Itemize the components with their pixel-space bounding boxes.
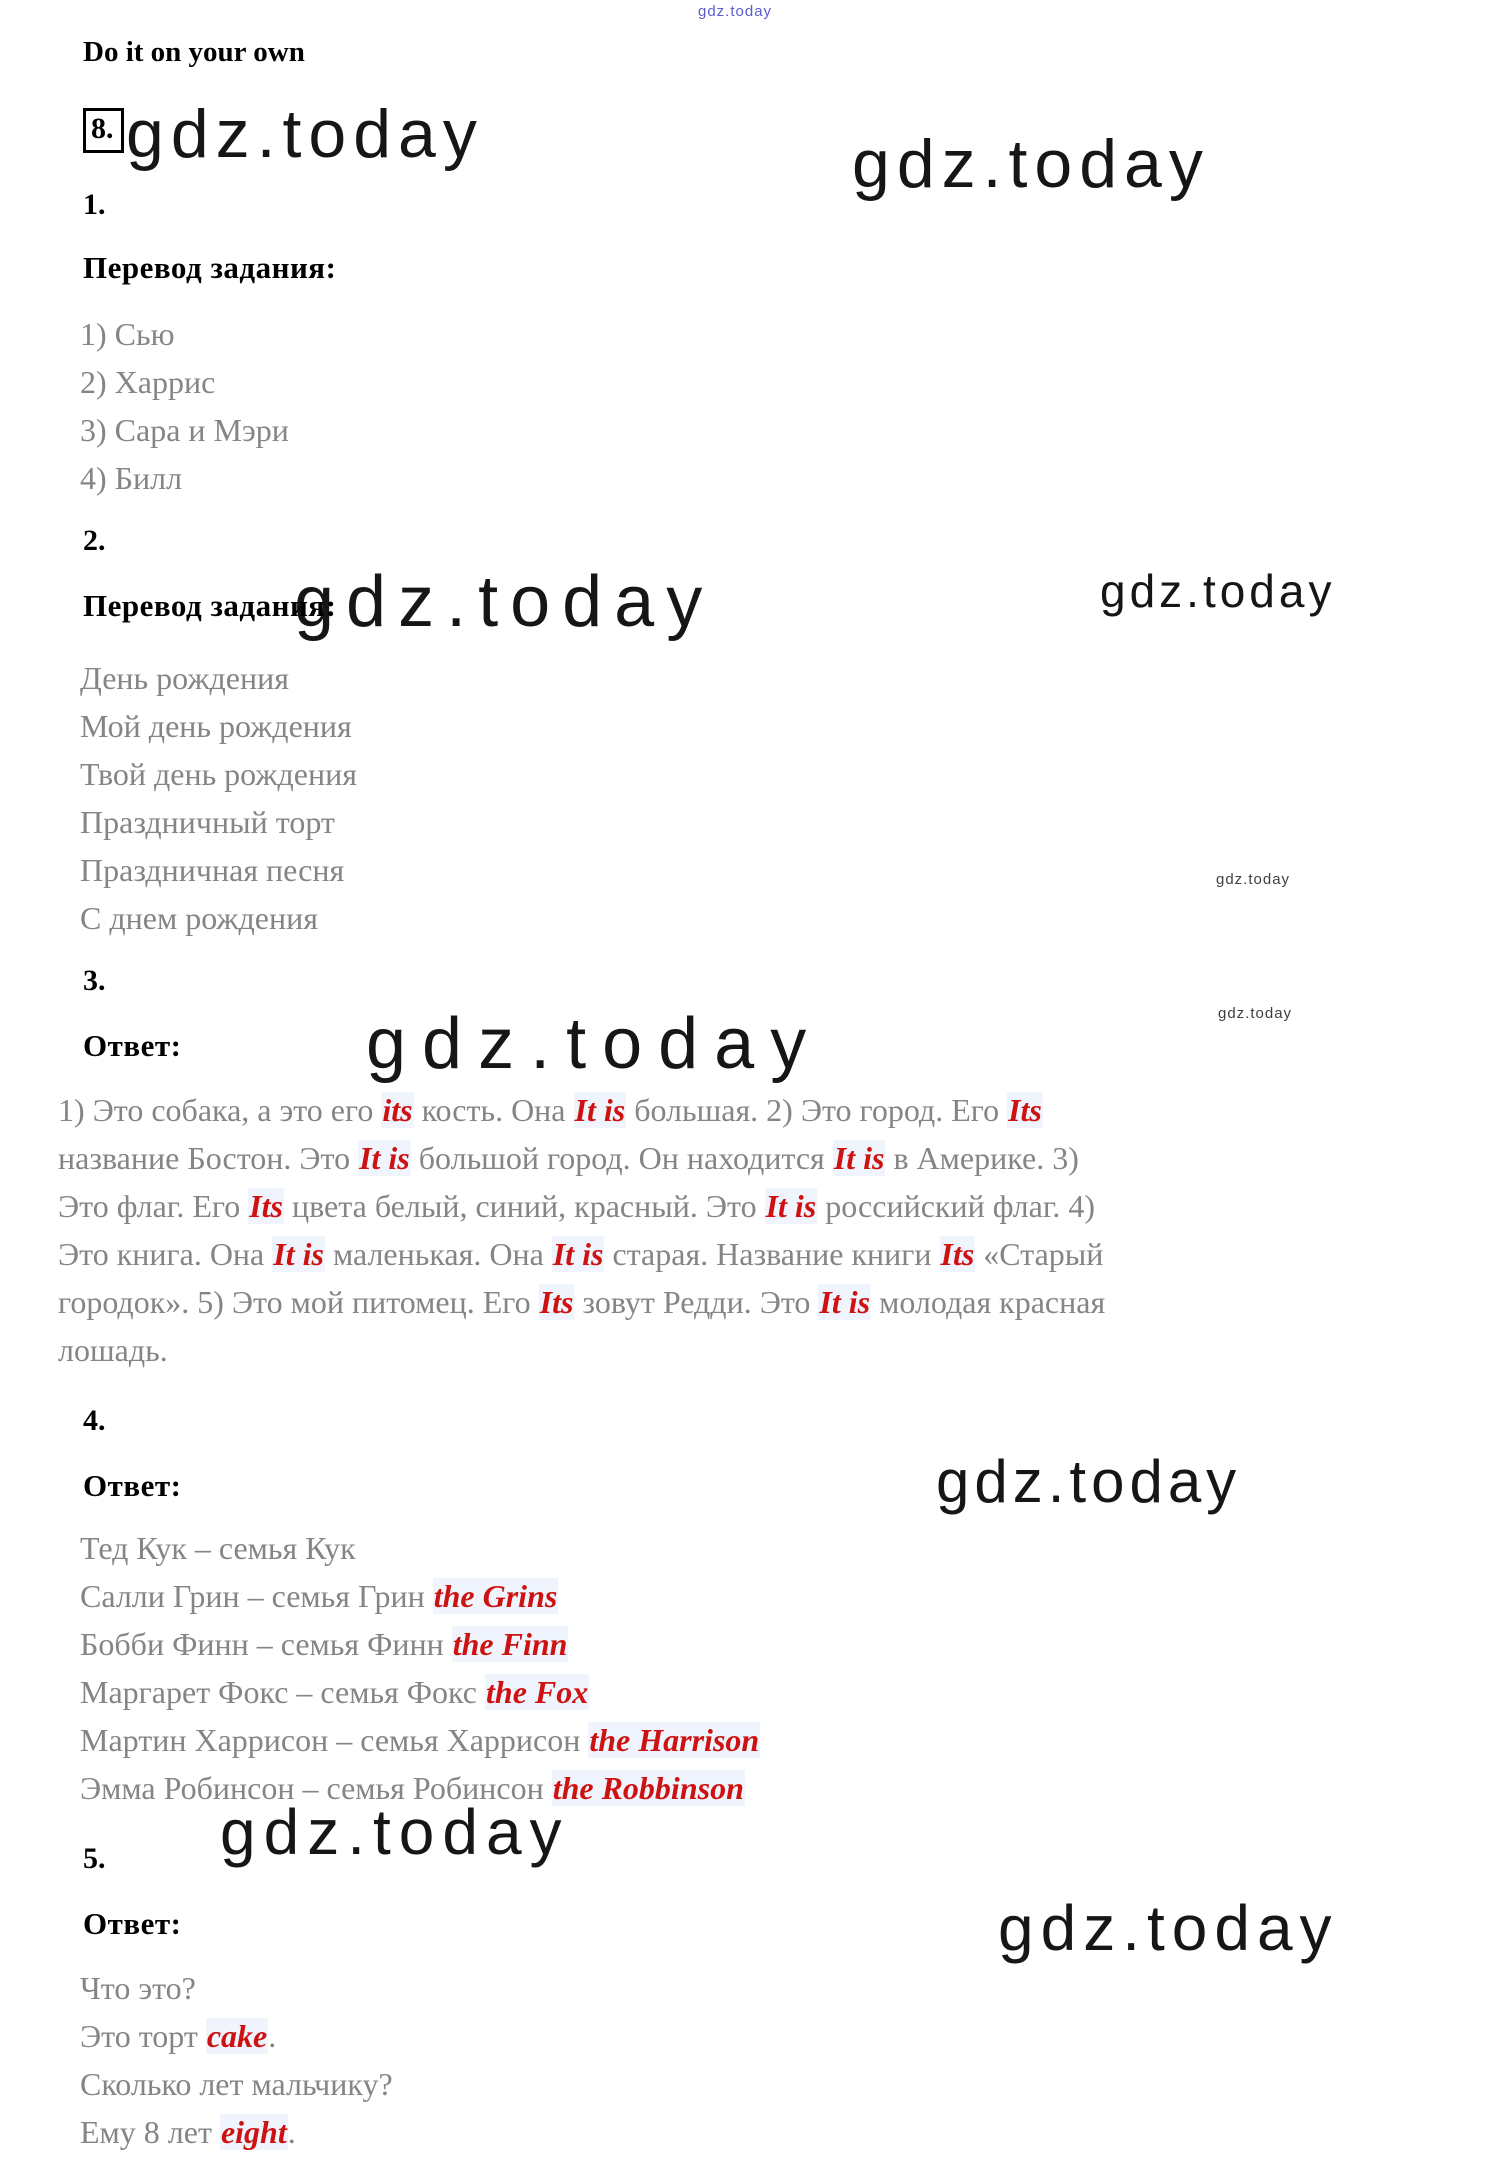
page-title: Do it on your own — [83, 36, 305, 68]
text-run-gray: в Америке. 3) — [885, 1140, 1079, 1176]
answer-line — [58, 1326, 1105, 1374]
answer-line — [80, 1620, 760, 1668]
section-3-answer-paragraph — [58, 1086, 1105, 1374]
answer-line — [80, 1572, 760, 1620]
text-run-gray: 1) Это собака, а это его — [58, 1092, 382, 1128]
text-run-red: the Fox — [486, 1674, 589, 1710]
text-run-gray: День рождения — [80, 660, 289, 696]
answer-line — [80, 846, 357, 894]
text-run-red: cake — [206, 2018, 268, 2054]
text-run-gray: Сколько лет мальчику? — [80, 2066, 393, 2102]
text-run-red: the Finn — [452, 1626, 568, 1662]
text-run-red: It is — [833, 1140, 885, 1176]
answer-line — [80, 2108, 393, 2156]
section-4-answer-lines — [80, 1524, 760, 1812]
text-run-gray: Эмма Робинсон – семья Робинсон — [80, 1770, 552, 1806]
answer-line — [80, 358, 289, 406]
answer-line — [80, 1668, 760, 1716]
exercise-number-badge: 8. — [83, 108, 124, 153]
answer-line — [80, 1716, 760, 1764]
answer-line — [80, 894, 357, 942]
text-run-gray: Бобби Финн – семья Финн — [80, 1626, 452, 1662]
section-5-number: 5. — [83, 1842, 106, 1875]
answer-line — [58, 1230, 1105, 1278]
text-run-red: the Grins — [433, 1578, 558, 1614]
watermark-small-2: gdz.today — [1218, 1005, 1293, 1022]
text-run-gray: Твой день рождения — [80, 756, 357, 792]
watermark-top-left: gdz.today — [126, 96, 484, 172]
text-run-gray: «Старый — [975, 1236, 1104, 1272]
text-run-gray: зовут Редди. Это — [574, 1284, 819, 1320]
watermark-section5: gdz.today — [220, 1796, 570, 1868]
text-run-red: It is — [359, 1140, 410, 1176]
text-run-gray: 3) Сара и Мэри — [80, 412, 289, 448]
section-4-number: 4. — [83, 1404, 106, 1437]
watermark-top-blue: gdz.today — [698, 3, 773, 20]
text-run-gray: цвета белый, синий, красный. Это — [283, 1188, 765, 1224]
text-run-gray: маленькая. Она — [324, 1236, 552, 1272]
answer-line — [80, 750, 357, 798]
text-run-red: Its — [940, 1236, 975, 1272]
section-4-label: Ответ: — [83, 1468, 182, 1503]
text-run-gray: лошадь. — [58, 1332, 168, 1368]
text-run-gray: 4) Билл — [80, 460, 183, 496]
answer-line — [58, 1278, 1105, 1326]
text-run-red: It is — [552, 1236, 604, 1272]
answer-line — [80, 1524, 760, 1572]
text-run-red: eight — [220, 2114, 287, 2150]
answer-line — [80, 406, 289, 454]
text-run-gray: большой город. Он находится — [410, 1140, 833, 1176]
text-run-gray: Праздничная песня — [80, 852, 345, 888]
text-run-gray: Ему 8 лет — [80, 2114, 220, 2150]
text-run-gray: Мартин Харрисон – семья Харрисон — [80, 1722, 589, 1758]
text-run-gray: Маргарет Фокс – семья Фокс — [80, 1674, 485, 1710]
answer-line — [58, 1134, 1105, 1182]
answer-line — [80, 1764, 760, 1812]
answer-line — [80, 454, 289, 502]
text-run-gray: Мой день рождения — [80, 708, 352, 744]
text-run-gray: старая. Название книги — [604, 1236, 940, 1272]
section-2-number: 2. — [83, 524, 106, 557]
text-run-gray: российский флаг. 4) — [817, 1188, 1095, 1224]
text-run-red: Its — [539, 1284, 574, 1320]
text-run-gray: . — [287, 2114, 296, 2150]
text-run-gray: большая. 2) Это город. Его — [626, 1092, 1008, 1128]
text-run-gray: Это флаг. Его — [58, 1188, 249, 1224]
text-run-gray: кость. Она — [413, 1092, 574, 1128]
watermark-section2-right: gdz.today — [1100, 565, 1336, 617]
answer-line — [80, 2012, 393, 2060]
answer-line — [80, 310, 289, 358]
text-run-red: It is — [819, 1284, 871, 1320]
text-run-gray: 1) Сью — [80, 316, 175, 352]
answer-line — [80, 1964, 393, 2012]
answer-line — [58, 1086, 1105, 1134]
section-1-number: 1. — [83, 188, 106, 221]
section-2-answer-lines — [80, 654, 357, 942]
watermark-section2: gdz.today — [294, 562, 715, 642]
answer-line — [58, 1182, 1105, 1230]
text-run-gray: молодая красная — [871, 1284, 1106, 1320]
text-run-red: Its — [1008, 1092, 1042, 1128]
section-5-label: Ответ: — [83, 1906, 182, 1941]
watermark-bottom-right: gdz.today — [998, 1892, 1339, 1964]
answer-line — [80, 702, 357, 750]
text-run-gray: Салли Грин – семья Грин — [80, 1578, 433, 1614]
section-1-answer-lines — [80, 310, 289, 502]
text-run-red: Its — [249, 1188, 283, 1224]
text-run-gray: . — [268, 2018, 277, 2054]
text-run-red: the Harrison — [589, 1722, 760, 1758]
answer-line — [80, 654, 357, 702]
section-1-label: Перевод задания: — [83, 250, 337, 285]
text-run-red: It is — [765, 1188, 817, 1224]
text-run-gray: городок». 5) Это мой питомец. Его — [58, 1284, 539, 1320]
text-run-gray: Это торт — [80, 2018, 206, 2054]
text-run-red: the Robbinson — [552, 1770, 744, 1806]
text-run-gray: Тед Кук – семья Кук — [80, 1530, 356, 1566]
section-3-label: Ответ: — [83, 1028, 182, 1063]
text-run-gray: Что это? — [80, 1970, 196, 2006]
text-run-gray: Это книга. Она — [58, 1236, 273, 1272]
text-run-red: its — [382, 1092, 413, 1128]
text-run-red: It is — [273, 1236, 324, 1272]
text-run-gray: Праздничный торт — [80, 804, 335, 840]
section-5-answer-lines — [80, 1964, 393, 2156]
answer-line — [80, 798, 357, 846]
answer-line — [80, 2060, 393, 2108]
watermark-small-1: gdz.today — [1216, 871, 1291, 888]
watermark-section3: gdz.today — [366, 1004, 823, 1084]
section-2-label: Перевод задания: — [83, 588, 337, 623]
text-run-gray: 2) Харрис — [80, 364, 216, 400]
watermark-section4-right: gdz.today — [936, 1448, 1242, 1515]
text-run-gray: С днем рождения — [80, 900, 318, 936]
watermark-top-right: gdz.today — [852, 126, 1210, 202]
text-run-red: It is — [574, 1092, 626, 1128]
section-3-number: 3. — [83, 964, 106, 997]
text-run-gray: название Бостон. Это — [58, 1140, 359, 1176]
